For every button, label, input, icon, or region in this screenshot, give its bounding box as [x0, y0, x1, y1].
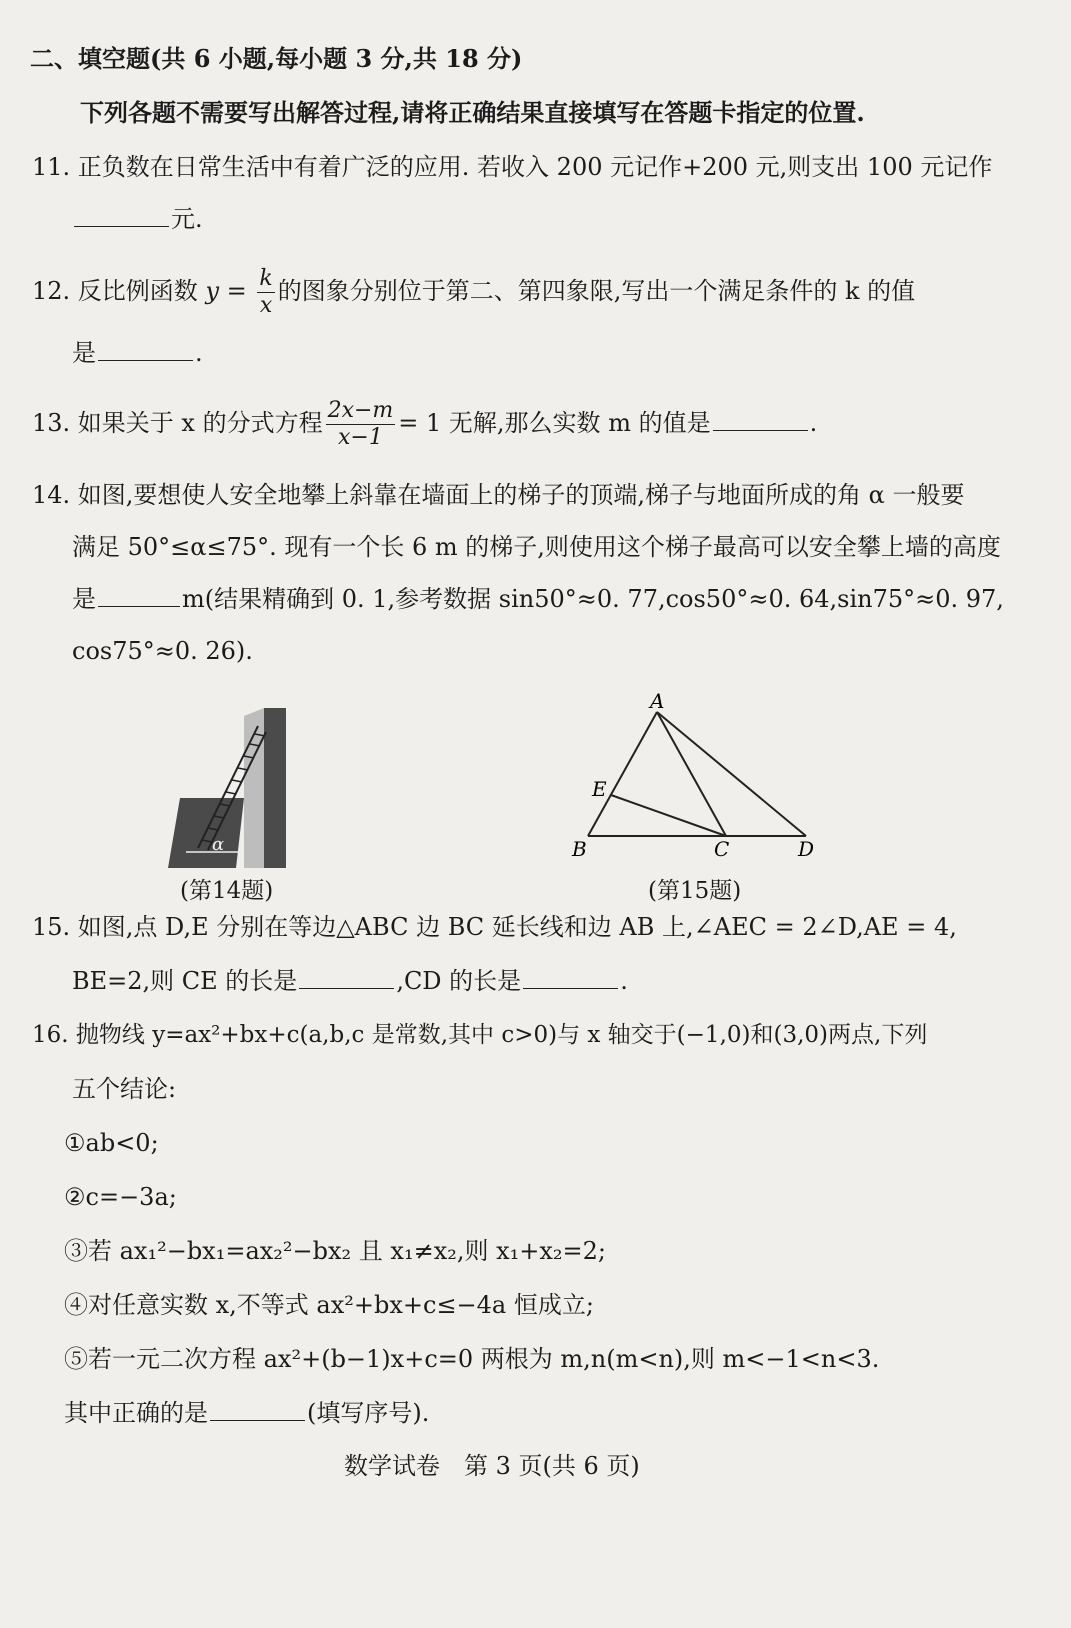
q14-blank[interactable] — [98, 584, 180, 607]
q12-fn-y: y — [205, 277, 219, 305]
q16-conclusion-5: ⑤若一元二次方程 ax²+(b−1)x+c=0 两根为 m,n(m<n),则 m<−1<n<3. — [64, 1345, 880, 1373]
q12-eq: = — [226, 277, 247, 305]
fig14-caption: (第14题) — [180, 878, 274, 904]
q14-line1: 14. 如图,要想使人安全地攀上斜靠在墙面上的梯子的顶端,梯子与地面所成的角 α 一般要 — [32, 481, 965, 509]
fig15-side-ac — [657, 712, 726, 836]
fig14-rung — [226, 792, 236, 794]
fig15-caption: (第15题) — [648, 878, 742, 904]
fig15-line-ad — [657, 712, 806, 836]
q12-fraction — [257, 266, 274, 319]
q13-num: 2x−m — [327, 398, 394, 423]
q13-fraction — [326, 398, 396, 451]
q14-line2: 满足 50°≤α≤75°. 现有一个长 6 m 的梯子,则使用这个梯子最高可以安全攀上墙的高度 — [72, 533, 1001, 561]
q16-answer-line — [64, 1398, 429, 1428]
q15-blank-ce[interactable] — [299, 966, 394, 989]
fig15-label-e: E — [592, 777, 607, 801]
q12-num: k — [259, 266, 273, 291]
fig15-label-c: C — [714, 837, 730, 861]
q15-blank-cd[interactable] — [523, 966, 618, 989]
q13-blank[interactable] — [713, 408, 808, 431]
q13-prefix: 13. 如果关于 x 的分式方程 — [32, 409, 323, 437]
page-footer: 数学试卷 第 3 页(共 6 页) — [344, 1452, 640, 1480]
fig15-triangle-figure — [570, 689, 830, 864]
q13-end: . — [809, 409, 818, 437]
q16-conclusion-3: ③若 ax₁²−bx₁=ax₂²−bx₂ 且 x₁≠x₂,则 x₁+x₂=2; — [64, 1237, 606, 1265]
q16-answer-suffix: (填写序号). — [307, 1399, 430, 1427]
q16-answer-prefix: 其中正确的是 — [64, 1399, 208, 1427]
fig15-side-ab — [588, 712, 657, 836]
q13-suffix: = 1 无解,那么实数 m 的值是 — [398, 409, 711, 437]
q15-end: . — [620, 967, 628, 995]
q16-conclusion-1: ①ab<0; — [64, 1129, 159, 1157]
q16-line2: 五个结论: — [72, 1075, 177, 1103]
q12-den: x — [259, 293, 273, 318]
fig15-label-d: D — [798, 837, 815, 861]
fig14-rung — [232, 780, 242, 782]
section-instruction: 下列各题不需要写出解答过程,请将正确结果直接填写在答题卡指定的位置. — [80, 98, 865, 127]
q12-suffix: 的图象分别位于第二、第四象限,写出一个满足条件的 k 的值 — [277, 277, 916, 305]
q15-line2-mid: ,CD 的长是 — [396, 967, 522, 995]
fig14-ladder-figure — [166, 706, 296, 876]
q11-unit: 元. — [171, 205, 203, 233]
q13-line — [32, 396, 817, 451]
fig15-label-b: B — [572, 837, 587, 861]
q12-line2-text: 是 — [72, 339, 96, 367]
section-heading: 二、填空题(共 6 小题,每小题 3 分,共 18 分) — [30, 44, 523, 73]
q13-den: x−1 — [338, 425, 383, 450]
q14-line3 — [72, 584, 1004, 614]
fig15-label-a: A — [650, 689, 665, 713]
q12-prefix: 12. 反比例函数 — [32, 277, 198, 305]
fig14-angle-label: α — [212, 834, 225, 855]
q14-line4: cos75°≈0. 26). — [72, 637, 253, 665]
q11-text: 11. 正负数在日常生活中有着广泛的应用. 若收入 200 元记作+200 元,则支出 100 元记作 — [32, 153, 993, 181]
q16-line1: 16. 抛物线 y=ax²+bx+c(a,b,c 是常数,其中 c>0)与 x 轴交于(−1,0)和(3,0)两点,下列 — [32, 1022, 928, 1048]
q12-blank[interactable] — [98, 338, 193, 361]
q12-line2 — [72, 338, 203, 368]
fig15-line-ec — [611, 795, 726, 836]
q14-line3-suffix: m(结果精确到 0. 1,参考数据 sin50°≈0. 77,cos50°≈0. 64,sin75°≈0. 97, — [182, 585, 1004, 613]
q15-line1: 15. 如图,点 D,E 分别在等边△ABC 边 BC 延长线和边 AB 上,∠AEC = 2∠D,AE = 4, — [32, 913, 957, 941]
q16-conclusion-2: ②c=−3a; — [64, 1183, 177, 1211]
q12-end: . — [195, 339, 203, 367]
q15-line2-prefix: BE=2,则 CE 的长是 — [72, 967, 298, 995]
q11-answer-line — [72, 204, 203, 234]
q15-line2 — [72, 966, 628, 996]
q14-line3-prefix: 是 — [72, 585, 96, 613]
q16-blank[interactable] — [210, 1398, 305, 1421]
fig14-wall-side — [264, 708, 286, 868]
q11-blank[interactable] — [74, 204, 169, 227]
q12-line1 — [32, 264, 915, 319]
q16-conclusion-4: ④对任意实数 x,不等式 ax²+bx+c≤−4a 恒成立; — [64, 1291, 594, 1319]
